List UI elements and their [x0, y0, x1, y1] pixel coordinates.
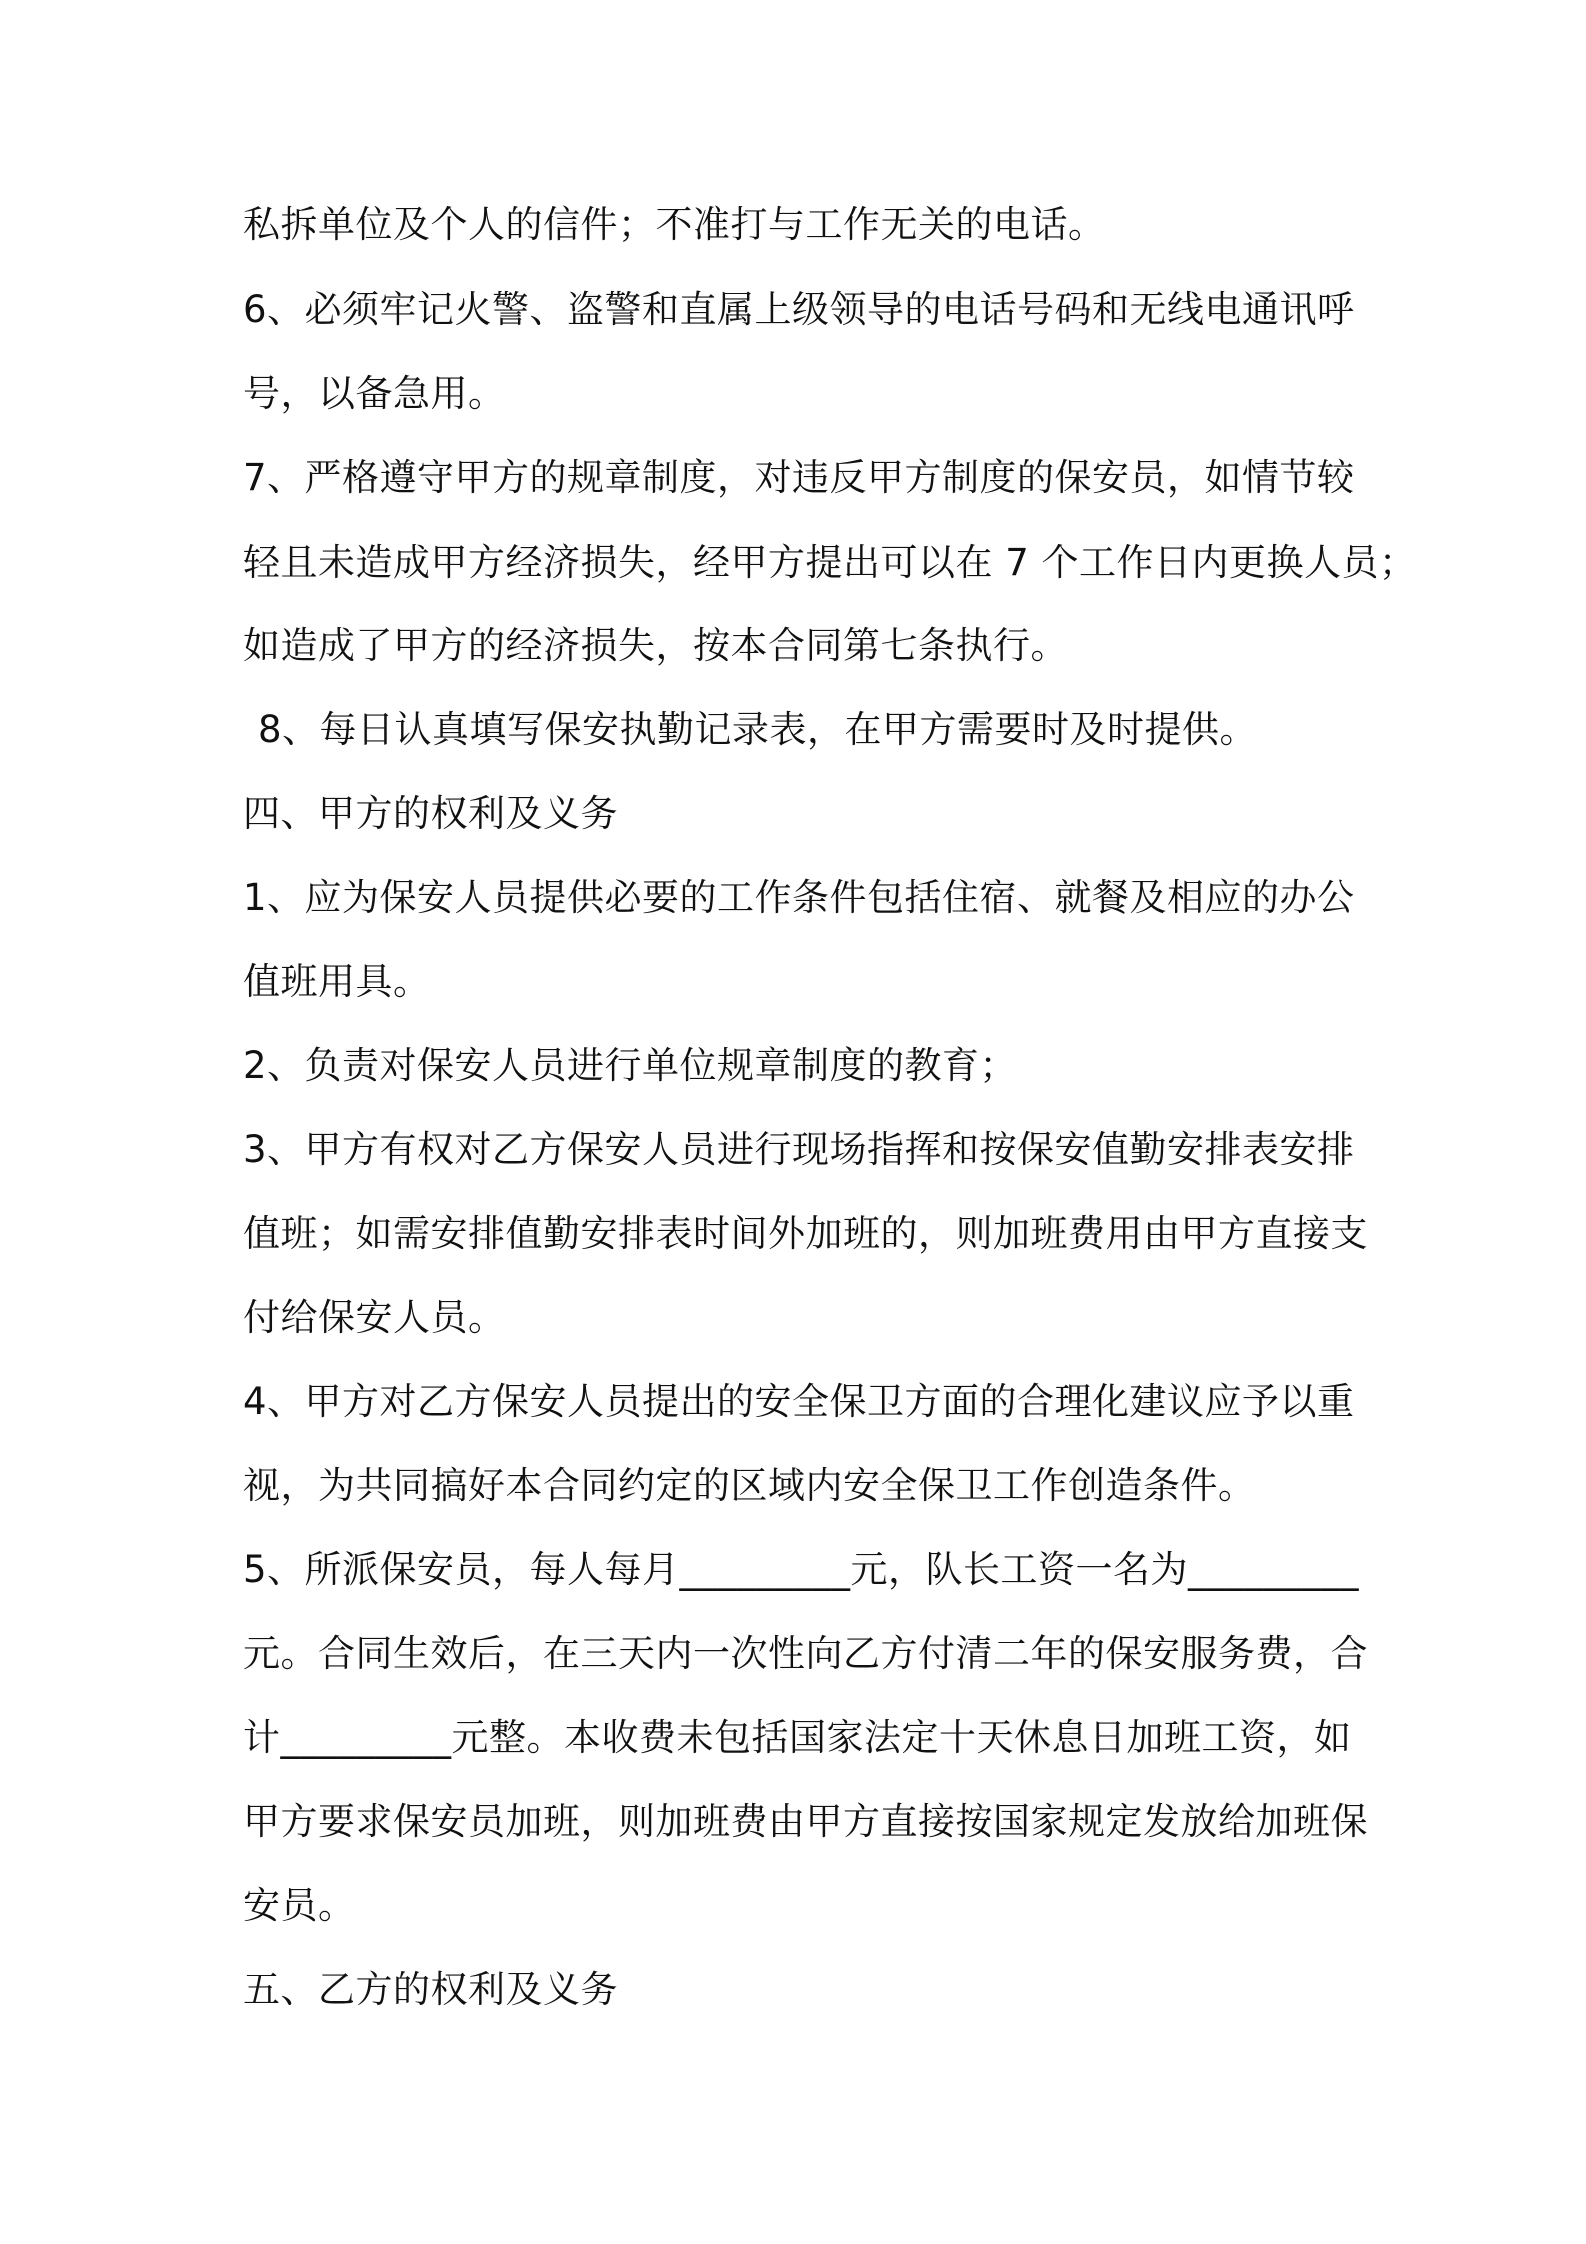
section-heading: 四、甲方的权利及义务	[243, 792, 618, 835]
text-line: 3、甲方有权对乙方保安人员进行现场指挥和按保安值勤安排表安排	[243, 1128, 1355, 1171]
text-line: 1、应为保安人员提供必要的工作条件包括住宿、就餐及相应的办公	[243, 876, 1355, 919]
text-line: 号，以备急用。	[243, 372, 506, 415]
text-line: 值班；如需安排值勤安排表时间外加班的，则加班费用由甲方直接支	[243, 1212, 1368, 1255]
text-line: 如造成了甲方的经济损失，按本合同第七条执行。	[243, 624, 1068, 667]
text-line: 轻且未造成甲方经济损失，经甲方提出可以在 7 个工作日内更换人员；	[243, 541, 1417, 584]
text-line: 私拆单位及个人的信件；不准打与工作无关的电话。	[243, 203, 1106, 246]
text-line: 甲方要求保安员加班，则加班费由甲方直接按国家规定发放给加班保	[243, 1800, 1368, 1843]
text-line: 5、所派保安员，每人每月_________元，队长工资一名为_________	[243, 1548, 1360, 1591]
section-heading: 五、乙方的权利及义务	[243, 1968, 618, 2011]
text-line: 付给保安人员。	[243, 1296, 506, 1339]
text-line: 2、负责对保安人员进行单位规章制度的教育；	[243, 1044, 1018, 1087]
text-line: 值班用具。	[243, 960, 431, 1003]
text-line: 元。合同生效后，在三天内一次性向乙方付清二年的保安服务费，合	[243, 1632, 1368, 1675]
text-line: 6、必须牢记火警、盗警和直属上级领导的电话号码和无线电通讯呼	[243, 288, 1355, 331]
text-line: 7、严格遵守甲方的规章制度，对违反甲方制度的保安员，如情节较	[243, 456, 1355, 499]
text-line: 4、甲方对乙方保安人员提出的安全保卫方面的合理化建议应予以重	[243, 1380, 1355, 1423]
text-line: 视，为共同搞好本合同约定的区域内安全保卫工作创造条件。	[243, 1464, 1256, 1507]
text-line: 8、每日认真填写保安执勤记录表，在甲方需要时及时提供。	[258, 708, 1258, 751]
text-line: 计_________元整。本收费未包括国家法定十天休息日加班工资，如	[243, 1716, 1352, 1759]
text-line: 安员。	[243, 1884, 356, 1927]
